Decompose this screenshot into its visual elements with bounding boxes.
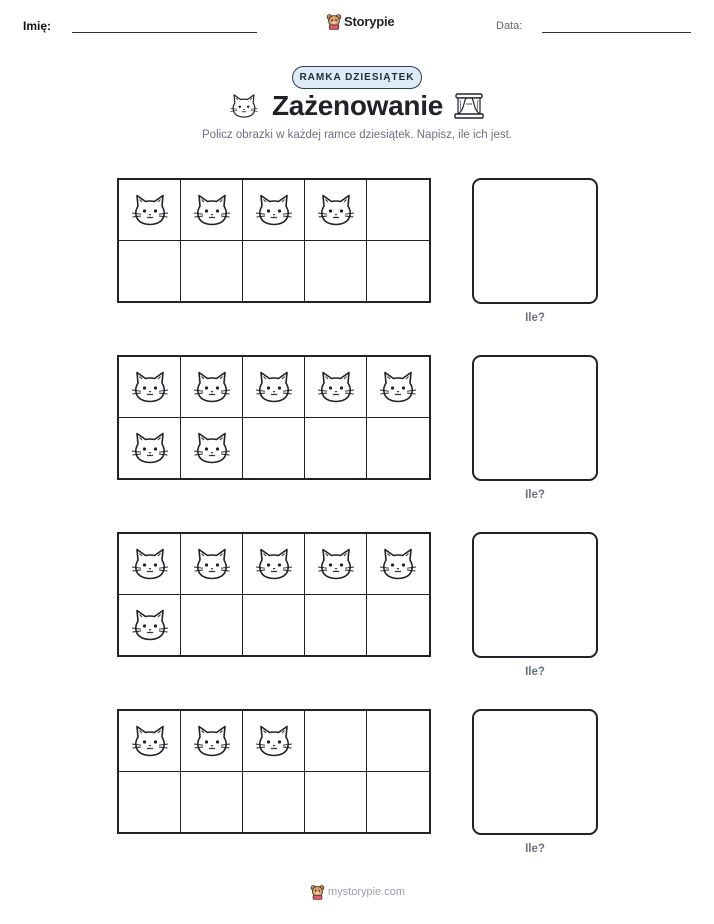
cat-face-icon (131, 193, 169, 227)
cat-face-icon (193, 547, 231, 581)
answer-box-4[interactable] (472, 709, 598, 835)
ten-frame-cell (181, 418, 243, 479)
ten-frame-cell (181, 357, 243, 418)
ten-frame-cell (305, 711, 367, 772)
brand-name: Storypie (344, 14, 395, 29)
footer-url[interactable]: mystorypie.com (328, 886, 406, 898)
ten-frame-cell (243, 418, 305, 479)
cat-face-icon (379, 547, 417, 581)
ten-frame-cell (243, 357, 305, 418)
ten-frame-cell (305, 534, 367, 595)
ten-frame-cell (181, 241, 243, 302)
ten-frame-cell (367, 595, 429, 656)
ten-frame-cell (305, 595, 367, 656)
ten-frame-cell (119, 241, 181, 302)
cat-face-icon (193, 724, 231, 758)
cat-face-icon (317, 547, 355, 581)
ten-frame-4 (117, 709, 431, 834)
ten-frame-cell (243, 534, 305, 595)
ten-frame-cell (119, 772, 181, 833)
cat-face-icon (193, 370, 231, 404)
ten-frame-cell (243, 180, 305, 241)
ten-frame-cell (181, 534, 243, 595)
cat-face-icon (317, 370, 355, 404)
cat-face-icon (379, 370, 417, 404)
bear-mascot-icon (326, 13, 342, 30)
brand-logo (326, 13, 394, 30)
ten-frame-cell (243, 711, 305, 772)
ten-frame-cell (243, 595, 305, 656)
instructions: Policz obrazki w każdej ramce dziesiątek. Napisz, ile ich jest. (202, 129, 512, 141)
ten-frame-cell (243, 241, 305, 302)
ten-frame-cell (305, 357, 367, 418)
cat-face-icon (131, 370, 169, 404)
ten-frame-cell (367, 534, 429, 595)
ten-frame-cell (119, 418, 181, 479)
answer-box-2[interactable] (472, 355, 598, 481)
cat-face-icon (255, 724, 293, 758)
ten-frame-cell (119, 711, 181, 772)
ten-frame-cell (119, 357, 181, 418)
ten-frame-cell (305, 180, 367, 241)
cat-face-icon (131, 608, 169, 642)
name-line[interactable] (72, 32, 257, 33)
cat-face-icon (255, 547, 293, 581)
ten-frame-cell (305, 772, 367, 833)
theater-stage-icon (454, 92, 484, 120)
answer-box-1[interactable] (472, 178, 598, 304)
cat-face-icon (131, 724, 169, 758)
answer-prompt-1: Ile? (525, 312, 545, 324)
name-label: Imię: (23, 19, 52, 33)
cat-face-icon (255, 370, 293, 404)
date-line[interactable] (542, 32, 691, 33)
ten-frame-cell (367, 180, 429, 241)
ten-frame-cell (367, 241, 429, 302)
ten-frame-cell (181, 595, 243, 656)
ten-frame-cell (367, 418, 429, 479)
ten-frame-cell (119, 595, 181, 656)
ten-frame-cell (305, 241, 367, 302)
page-title: Zażenowanie (272, 90, 443, 121)
cat-face-icon (131, 431, 169, 465)
worksheet-type-badge: RAMKA DZIESIĄTEK (292, 66, 422, 89)
ten-frame-1 (117, 178, 431, 303)
cat-face-icon (193, 193, 231, 227)
ten-frame-cell (181, 711, 243, 772)
ten-frame-cell (367, 711, 429, 772)
answer-box-3[interactable] (472, 532, 598, 658)
ten-frame-cell (119, 534, 181, 595)
ten-frame-cell (181, 772, 243, 833)
ten-frame-3 (117, 532, 431, 657)
ten-frame-cell (367, 357, 429, 418)
answer-prompt-2: Ile? (525, 489, 545, 501)
footer (310, 884, 405, 900)
answer-prompt-3: Ile? (525, 666, 545, 678)
cat-face-icon (131, 547, 169, 581)
cat-face-icon (317, 193, 355, 227)
cat-face-icon (229, 93, 259, 119)
ten-frame-cell (243, 772, 305, 833)
cat-face-icon (255, 193, 293, 227)
date-label: Data: (496, 20, 523, 32)
ten-frame-cell (367, 772, 429, 833)
ten-frame-cell (181, 180, 243, 241)
answer-prompt-4: Ile? (525, 843, 545, 855)
ten-frame-cell (305, 418, 367, 479)
cat-face-icon (193, 431, 231, 465)
ten-frame-cell (119, 180, 181, 241)
ten-frame-2 (117, 355, 431, 480)
bear-mascot-icon (310, 884, 325, 900)
